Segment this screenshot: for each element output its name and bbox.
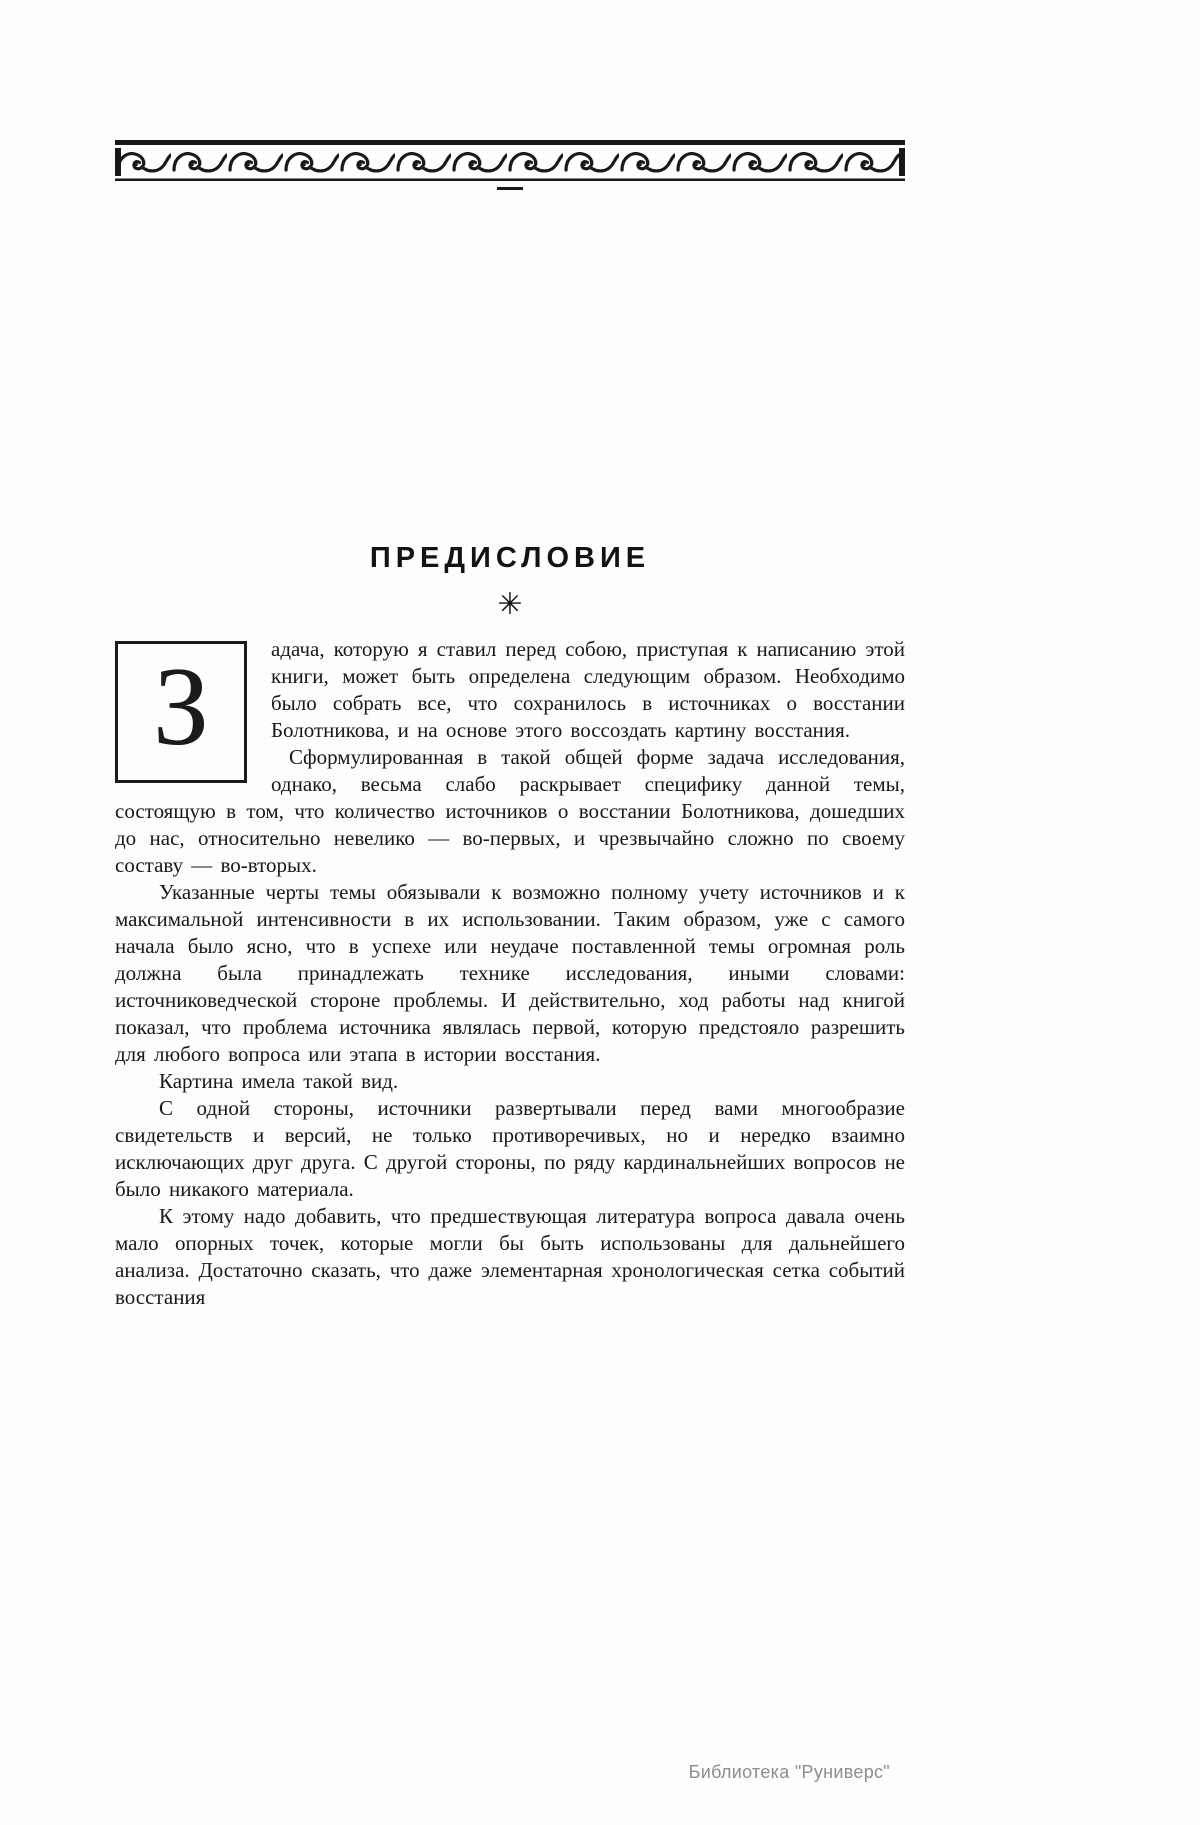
ornament-band-icon [115, 140, 905, 190]
text-block [115, 140, 905, 1311]
drop-cap-box [115, 641, 247, 783]
ornament-tail [497, 187, 523, 190]
paragraph: Картина имела такой вид. [159, 1069, 399, 1093]
paragraph: К этому надо добавить, что предшествующая литература вопроса давала очень мало опорных точек, которые могли бы быть использованы для дальнейшего анализа. Достаточно сказать, что даже элементарная хронологическая сетка событий восстания [115, 1204, 905, 1309]
section-divider-icon: ✳ [497, 588, 523, 621]
drop-cap-letter: З [152, 645, 210, 769]
paragraph: Указанные черты темы обязывали к возможно полному учету источников и к максимальной интенсивности в их использовании. Таким образом, уже с самого начала было ясно, что в успехе или неудаче поставленной темы огромная роль должна была принадлежать технике исследования, иными словами: источниковедческой стороне проблемы. И действительно, ход работы над книгой показал, что проблема источника являлась первой, которую предстояло разрешить для любого вопроса или этапа в истории восстания. [115, 880, 905, 1066]
paragraph: адача, которую я ставил перед собою, приступая к написанию этой книги, может быть определена следующим образом. Необходимо было собрать все, что сохранилось в источниках о восстании Болотникова, и на основе этого воссоздать картину восстания. [271, 637, 905, 742]
watermark: Библиотека "Руниверс" [688, 1762, 890, 1782]
paragraph: С одной стороны, источники развертывали перед вами многообразие свидетельств и версий, не только противоречивых, но и нередко взаимно исключающих друг друга. С другой стороны, по ряду кардинальнейших вопросов не было никакого материала. [115, 1096, 905, 1201]
body-text [115, 636, 905, 1311]
page-title: ПРЕДИСЛОВИЕ [369, 542, 651, 574]
paragraph: Сформулированная в такой общей форме задача исследования, однако, весьма слабо раскрывает специфику данной темы, состоящую в том, что количество источников о восстании Болотникова, дошедших до нас, относительно невелико — во-первых, и чрезвычайно сложно по своему составу — во-вторых. [115, 745, 905, 877]
